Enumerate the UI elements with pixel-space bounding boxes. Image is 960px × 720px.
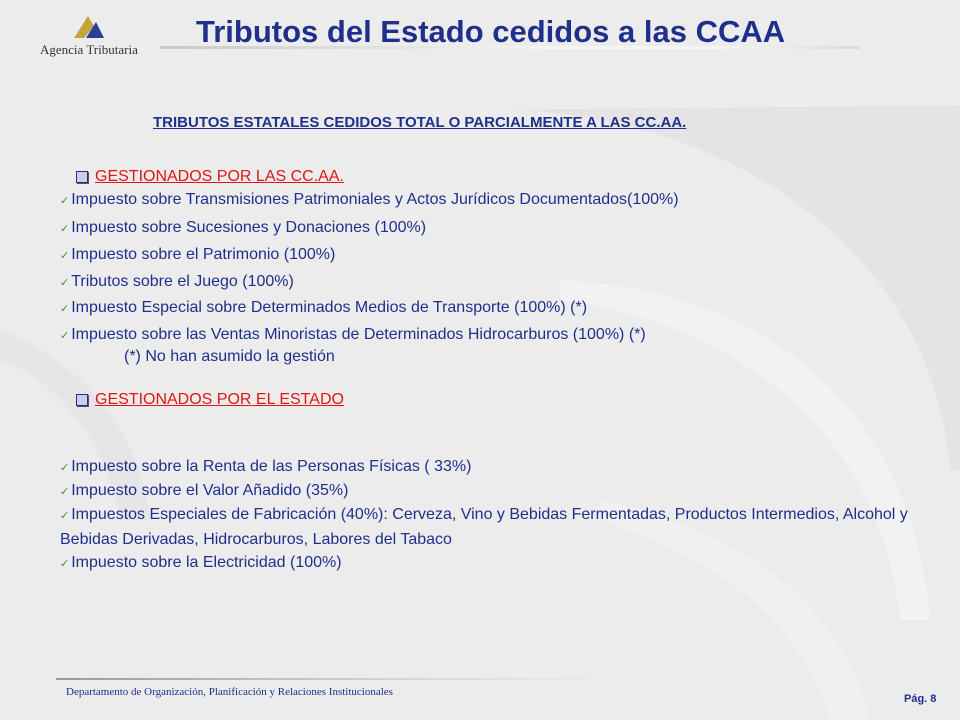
checkmark-icon: ✓ (60, 462, 70, 474)
list-item: ✓ Impuestos Especiales de Fabricación (40%): Cerveza, Vino y Bebidas Fermentadas, Productos Intermedios, Alcohol y Bebidas Derivadas, Hidrocarburos, Labores del Tabaco (60, 506, 908, 548)
section-heading-label: GESTIONADOS POR LAS CC.AA. (95, 168, 344, 185)
checkmark-icon: ✓ (60, 277, 70, 289)
list-item: ✓ Impuesto sobre la Electricidad (100%) (60, 554, 342, 571)
list-item: ✓ Tributos sobre el Juego (100%) (60, 273, 294, 290)
agencia-tributaria-logo (22, 8, 162, 68)
section-heading-ccaa (76, 168, 344, 186)
square-bullet-icon (76, 394, 88, 406)
logo-text: Agencia Tributaria (40, 42, 138, 57)
checkmark-icon: ✓ (60, 510, 70, 522)
list-item: ✓ Impuesto sobre la Renta de las Personas Físicas ( 33%) (60, 458, 472, 475)
list-item: ✓ Impuesto sobre las Ventas Minoristas de Determinados Hidrocarburos (100%) (*) (60, 326, 646, 343)
footnote-note: (*) No han asumido la gestión (124, 348, 335, 365)
section-heading-estado (76, 391, 344, 409)
footer-divider (56, 678, 616, 680)
square-bullet-icon (76, 171, 88, 183)
footer-department: Departamento de Organización, Planificación y Relaciones Institucionales (66, 686, 393, 698)
list-item: ✓ Impuesto sobre Sucesiones y Donaciones (100%) (60, 219, 427, 236)
checkmark-icon: ✓ (60, 558, 70, 570)
checkmark-icon: ✓ (60, 303, 70, 315)
list-item: ✓ Impuesto Especial sobre Determinados Medios de Transporte (100%) (*) (60, 299, 588, 316)
checkmark-icon: ✓ (60, 330, 70, 342)
checkmark-icon: ✓ (60, 486, 70, 498)
checkmark-icon: ✓ (60, 250, 70, 262)
checkmark-icon: ✓ (60, 195, 70, 207)
page-title: Tributos del Estado cedidos a las CCAA (196, 14, 786, 49)
page-number: Pág. 8 (904, 693, 937, 705)
list-item: ✓ Impuesto sobre el Patrimonio (100%) (60, 246, 336, 263)
section-heading-label: GESTIONADOS POR EL ESTADO (95, 391, 344, 408)
agency-emblem-icon (72, 14, 106, 40)
checkmark-icon: ✓ (60, 223, 70, 235)
list-item: ✓ Impuesto sobre el Valor Añadido (35%) (60, 482, 349, 499)
subtitle: TRIBUTOS ESTATALES CEDIDOS TOTAL O PARCIALMENTE A LAS CC.AA. (153, 114, 687, 131)
list-item: ✓ Impuesto sobre Transmisiones Patrimoniales y Actos Jurídicos Documentados(100%) (60, 191, 679, 208)
